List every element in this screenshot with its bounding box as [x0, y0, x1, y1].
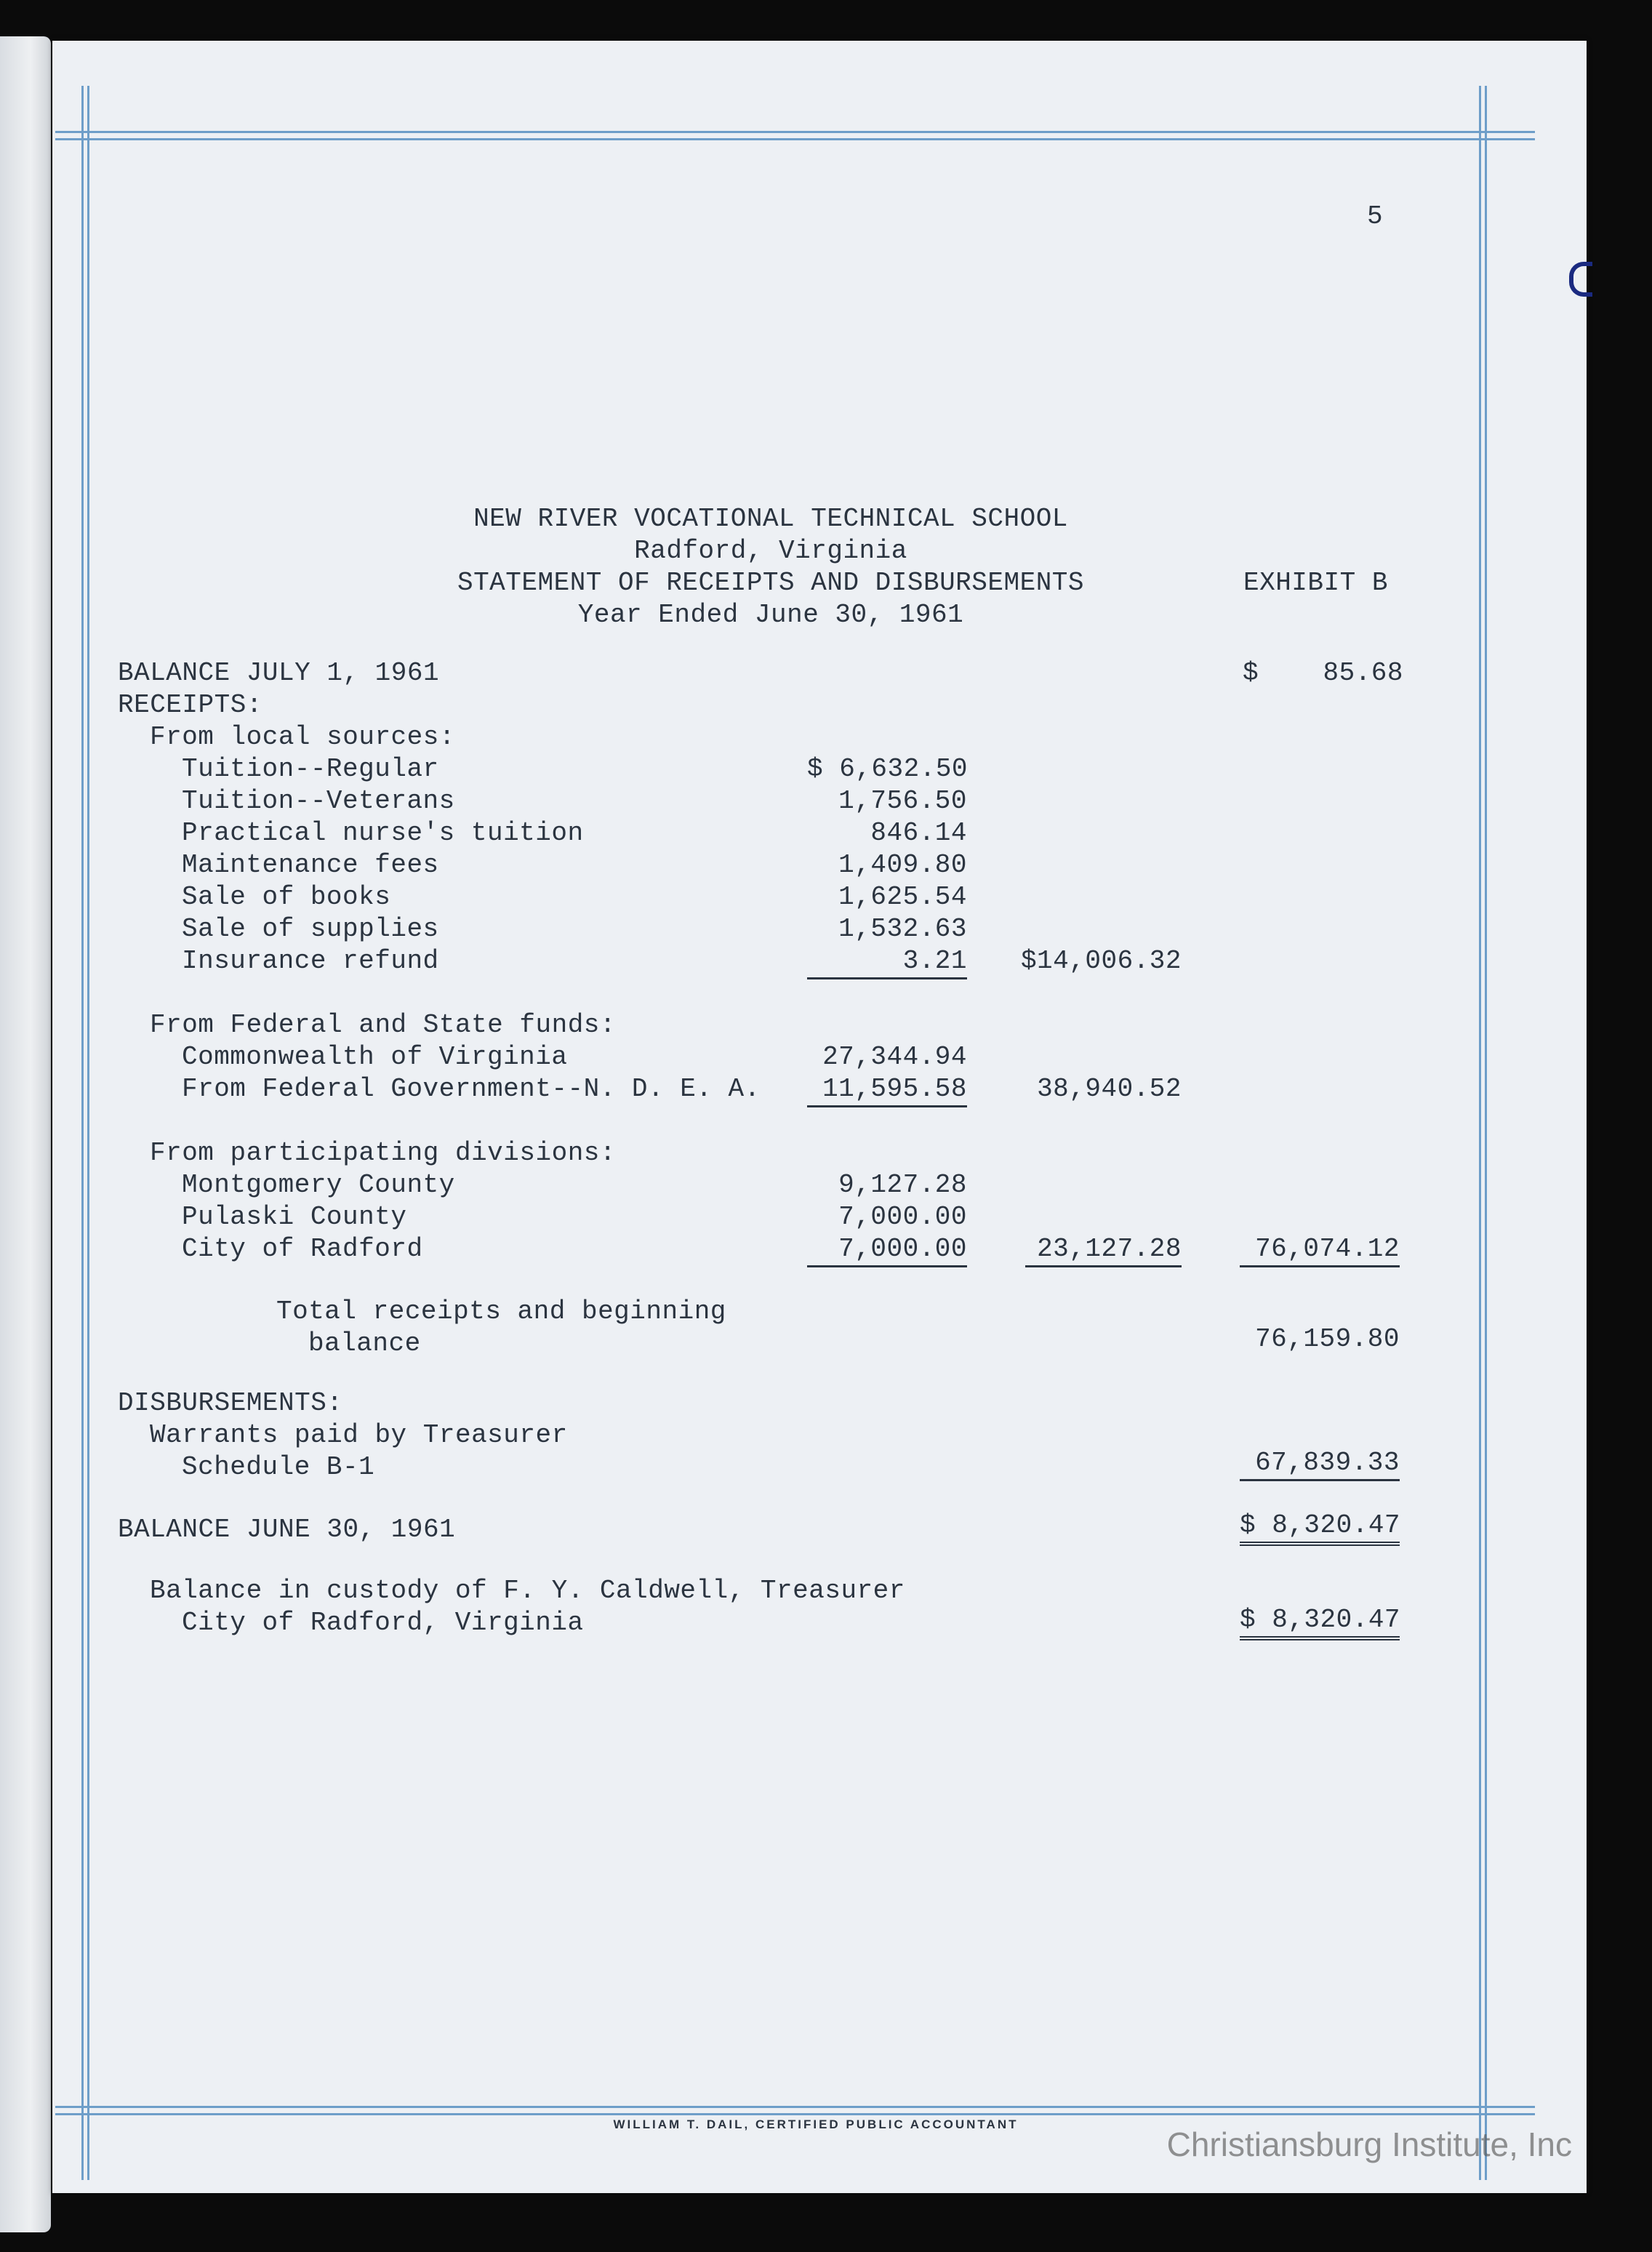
top-border-rule-inner: [55, 138, 1535, 140]
pen-mark: [1569, 262, 1592, 297]
line-item-amount: 9,127.28: [838, 1170, 967, 1200]
custody-line1: Balance in custody of F. Y. Caldwell, Treasurer: [150, 1576, 905, 1606]
disbursements-line1: Warrants paid by Treasurer: [150, 1420, 568, 1450]
opening-balance-label: BALANCE JULY 1, 1961: [118, 658, 440, 688]
federal-state-heading: From Federal and State funds:: [150, 1010, 617, 1040]
line-item-label: Maintenance fees: [182, 850, 439, 880]
school-name: NEW RIVER VOCATIONAL TECHNICAL SCHOOL: [473, 504, 1068, 534]
left-border-rule: [81, 86, 84, 2180]
bottom-border-rule-inner: [55, 2113, 1535, 2115]
line-item-amount: 1,625.54: [838, 882, 967, 912]
line-item-label: From Federal Government--N. D. E. A.: [182, 1074, 761, 1104]
line-item-label: Insurance refund: [182, 946, 439, 976]
line-item-label: Practical nurse's tuition: [182, 818, 584, 848]
receipts-heading: RECEIPTS:: [118, 690, 262, 720]
opening-balance-amount: $ 85.68: [1242, 658, 1403, 688]
document-page: [52, 41, 1587, 2193]
bottom-border-rule: [55, 2106, 1535, 2108]
line-item-label: Sale of supplies: [182, 914, 439, 944]
disbursements-amount: 67,839.33: [1240, 1447, 1400, 1481]
school-location: Radford, Virginia: [634, 536, 907, 566]
statement-title: STATEMENT OF RECEIPTS AND DISBURSEMENTS: [457, 568, 1085, 598]
total-receipts-label-line1: Total receipts and beginning: [276, 1297, 726, 1326]
statement-period: Year Ended June 30, 1961: [577, 600, 964, 630]
line-item-label: Montgomery County: [182, 1170, 455, 1200]
archive-watermark: Christiansburg Institute, Inc: [1166, 2125, 1572, 2163]
disbursements-line2: Schedule B-1: [182, 1452, 375, 1482]
divisions-heading: From participating divisions:: [150, 1138, 617, 1168]
accountant-footer: WILLIAM T. DAIL, CERTIFIED PUBLIC ACCOUNTANT: [613, 2117, 1019, 2131]
custody-amount: $ 8,320.47: [1240, 1604, 1400, 1640]
line-item-label: Pulaski County: [182, 1202, 407, 1232]
line-item-label: Tuition--Veterans: [182, 786, 455, 816]
line-item-amount: 7,000.00: [838, 1202, 967, 1232]
exhibit-label: EXHIBIT B: [1243, 568, 1388, 598]
line-item-label: City of Radford: [182, 1234, 423, 1264]
line-item-amount: 846.14: [870, 818, 967, 848]
closing-balance-amount: $ 8,320.47: [1240, 1510, 1400, 1546]
page-number: 5: [1367, 201, 1384, 231]
line-item-label: Commonwealth of Virginia: [182, 1042, 568, 1072]
left-border-rule-inner: [87, 86, 89, 2180]
divisions-subtotal: 23,127.28: [1025, 1233, 1182, 1267]
line-item-amount: 1,756.50: [838, 786, 967, 816]
line-item-amount: $ 6,632.50: [807, 754, 969, 784]
line-item-amount: 11,595.58: [807, 1073, 967, 1107]
custody-line2: City of Radford, Virginia: [182, 1608, 584, 1638]
right-border-rule-inner: [1485, 86, 1487, 2180]
right-border-rule: [1479, 86, 1481, 2180]
line-item-amount: 27,344.94: [822, 1042, 967, 1072]
total-receipts-label-line2: balance: [308, 1329, 421, 1358]
line-item-label: Sale of books: [182, 882, 391, 912]
line-item-amount: 1,532.63: [838, 914, 967, 944]
federal-state-subtotal: 38,940.52: [1037, 1074, 1182, 1104]
line-item-amount: 3.21: [807, 945, 967, 979]
line-item-amount: 7,000.00: [807, 1233, 967, 1267]
total-receipts-and-balance: 76,159.80: [1255, 1324, 1400, 1354]
top-border-rule: [55, 131, 1535, 133]
closing-balance-label: BALANCE JUNE 30, 1961: [118, 1515, 456, 1544]
disbursements-heading: DISBURSEMENTS:: [118, 1388, 343, 1418]
adjacent-page-edge: [0, 36, 51, 2232]
line-item-label: Tuition--Regular: [182, 754, 439, 784]
total-receipts: 76,074.12: [1240, 1233, 1400, 1267]
line-item-amount: 1,409.80: [838, 850, 967, 880]
local-sources-heading: From local sources:: [150, 722, 455, 752]
local-subtotal: $14,006.32: [1020, 946, 1182, 976]
